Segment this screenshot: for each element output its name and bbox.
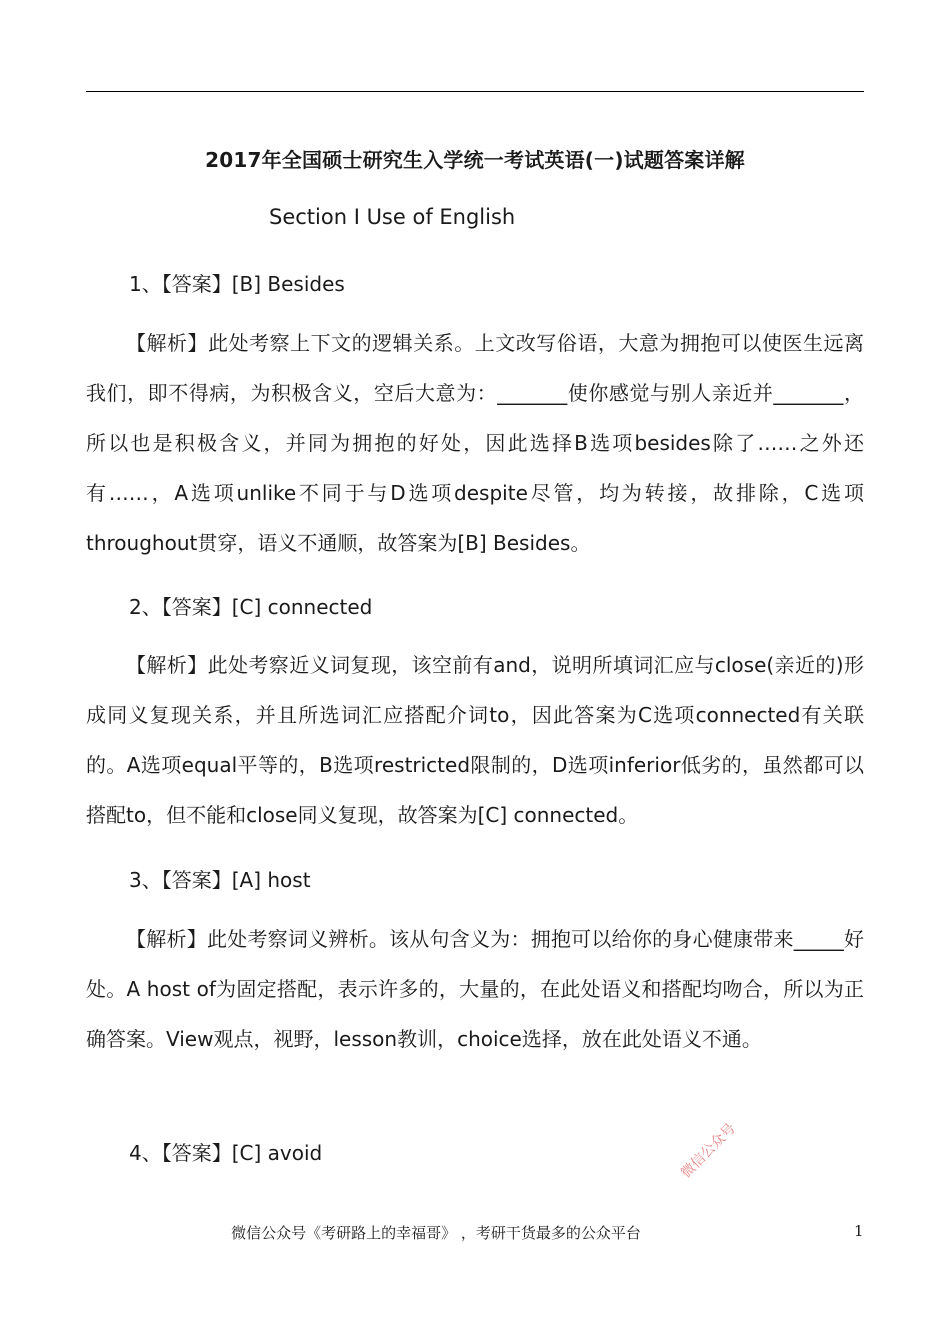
answer-3: 3、【答案】[A] host	[129, 868, 311, 892]
watermark-stamp: 微信公众号	[678, 1120, 739, 1182]
footer-text: 微信公众号《考研路上的幸福哥》 ，考研干货最多的公众平台	[231, 1224, 641, 1242]
section-heading: Section I Use of English	[269, 205, 516, 229]
page-title: 2017年全国硕士研究生入学统一考试英语(一)试题答案详解	[205, 148, 745, 172]
answer-1: 1、【答案】[B] Besides	[129, 272, 345, 296]
analysis-3: 【解析】此处考察词义辨析。该从句含义为：拥抱可以给你的身心健康带来_____好处。A host of为固定搭配，表示许多的，大量的，在此处语义和搭配均吻合，所以为正确答案。View观点，视野，lesson教训，choice选择，放在此处语义不通。	[86, 927, 864, 1051]
answer-2: 2、【答案】[C] connected	[129, 595, 373, 619]
header-rule	[86, 91, 864, 92]
analysis-1: 【解析】此处考察上下文的逻辑关系。上文改写俗语，大意为拥抱可以使医生远离我们，即不得病，为积极含义，空后大意为：_______使你感觉与别人亲近并_______，所以也是积极含义，并同为拥抱的好处，因此选择B选项besides除了……之外还有……，A选项unlike不同于与D选项despite尽管，均为转接，故排除，C选项throughout贯穿，语义不通顺，故答案为[B] Besides。	[86, 331, 864, 555]
analysis-2: 【解析】此处考察近义词复现，该空前有and，说明所填词汇应与close(亲近的)形成同义复现关系，并且所选词汇应搭配介词to，因此答案为C选项connected有关联的。A选项equal平等的，B选项restricted限制的，D选项inferior低劣的，虽然都可以搭配to，但不能和close同义复现，故答案为[C] connected。	[86, 653, 864, 827]
answer-4: 4、【答案】[C] avoid	[129, 1141, 323, 1165]
page-number: 1	[854, 1222, 864, 1240]
